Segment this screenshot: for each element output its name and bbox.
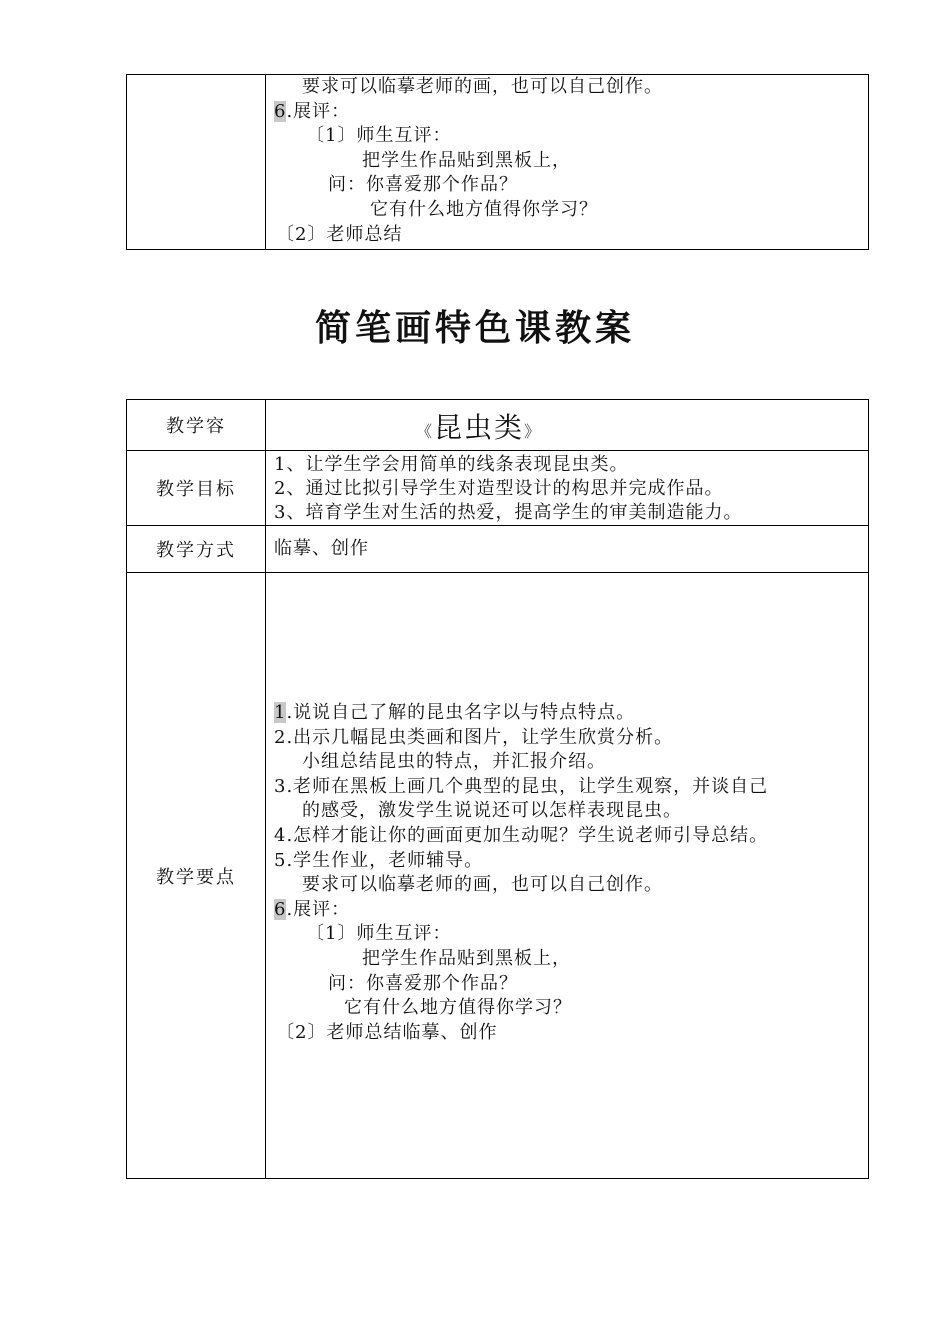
line-text: 它有什么地方值得你学习？ (370, 199, 598, 220)
line-text: 把学生作品贴到黑板上， (362, 948, 571, 969)
goal-line: 3、培育学生对生活的热爱，提高学生的审美制造能力。 (274, 502, 743, 523)
text-line (362, 947, 571, 972)
topic-text: 昆虫类 (434, 411, 525, 444)
text-line (302, 75, 663, 100)
continuation-label-cell (127, 75, 266, 250)
highlighted-number: 6 (274, 898, 287, 920)
line-text: 要求可以临摹老师的画，也可以自己创作。 (302, 76, 663, 97)
line-text: 要求可以临摹老师的画，也可以自己创作。 (302, 874, 663, 896)
text-line (274, 898, 350, 923)
method-label: 教学方式 (127, 526, 266, 573)
line-text: 〔1〕师生互评： (306, 923, 452, 945)
line-text: 4.怎样才能让你的画面更加生动呢？学生说老师引导总结。 (274, 825, 769, 846)
line-text: 把学生作品贴到黑板上， (362, 149, 571, 171)
line-text: .展评： (286, 100, 351, 122)
text-line (274, 775, 768, 800)
text-line (274, 100, 350, 125)
line-text: 问：你喜爱那个作品？ (328, 174, 518, 196)
text-line (306, 922, 451, 947)
line-text: 2.出示几幅昆虫类画和图片，让学生欣赏分析。 (274, 726, 674, 748)
text-line (302, 750, 606, 775)
goal-line: 2、通过比拟引导学生对造型设计的构思并完成作品。 (274, 478, 724, 499)
line-text: .说说自己了解的昆虫名字以与特点特点。 (286, 702, 636, 723)
content-label: 教学容 (127, 400, 266, 451)
method-value-cell (266, 526, 869, 573)
text-line (276, 1021, 497, 1046)
highlighted-number: 1 (274, 702, 287, 723)
lesson-plan-table (126, 399, 869, 1179)
line-text: 问：你喜爱那个作品？ (328, 972, 518, 994)
lesson-topic (416, 406, 542, 446)
line-text: 〔2〕老师总结临摹、创作 (276, 1021, 498, 1043)
content-value-cell (266, 400, 869, 451)
text-line (370, 198, 598, 223)
text-line (274, 701, 635, 726)
continuation-table (126, 74, 869, 250)
goals-label: 教学目标 (127, 451, 266, 526)
text-line (274, 849, 483, 874)
line-text: 小组总结昆虫的特点，并汇报介绍。 (302, 751, 606, 773)
text-line (362, 149, 571, 174)
goal-line: 1、让学生学会用简单的线条表现昆虫类。 (274, 454, 629, 475)
page-title: 简笔画特色课教案 (314, 308, 635, 349)
text-line (276, 223, 402, 248)
highlighted-number: 6 (274, 100, 287, 122)
keypoints-label: 教学要点 (127, 573, 266, 1179)
text-line (274, 726, 673, 751)
line-text: 〔2〕老师总结 (276, 223, 403, 245)
continuation-content-cell (266, 75, 869, 250)
line-text: 〔1〕师生互评： (306, 125, 452, 147)
line-text: .展评： (286, 898, 351, 920)
line-text: 它有什么地方值得你学习？ (344, 997, 572, 1019)
line-text: 5.学生作业，老师辅导。 (274, 849, 484, 871)
line-text: 的感受，激发学生说说还可以怎样表现昆虫。 (302, 800, 682, 822)
goals-value-cell (266, 451, 869, 526)
text-line (302, 799, 682, 824)
text-line (328, 173, 518, 198)
close-quote: 》 (524, 422, 543, 441)
line-text: 3.老师在黑板上画几个典型的昆虫，让学生观察，并谈自己 (274, 775, 769, 797)
method-text: 临摹、创作 (274, 538, 369, 559)
text-line (302, 873, 663, 898)
open-quote: 《 (416, 422, 435, 441)
text-line (328, 972, 518, 997)
keypoints-value-cell (266, 573, 869, 1179)
text-line (306, 124, 451, 149)
text-line (274, 824, 768, 849)
text-line (344, 996, 572, 1021)
